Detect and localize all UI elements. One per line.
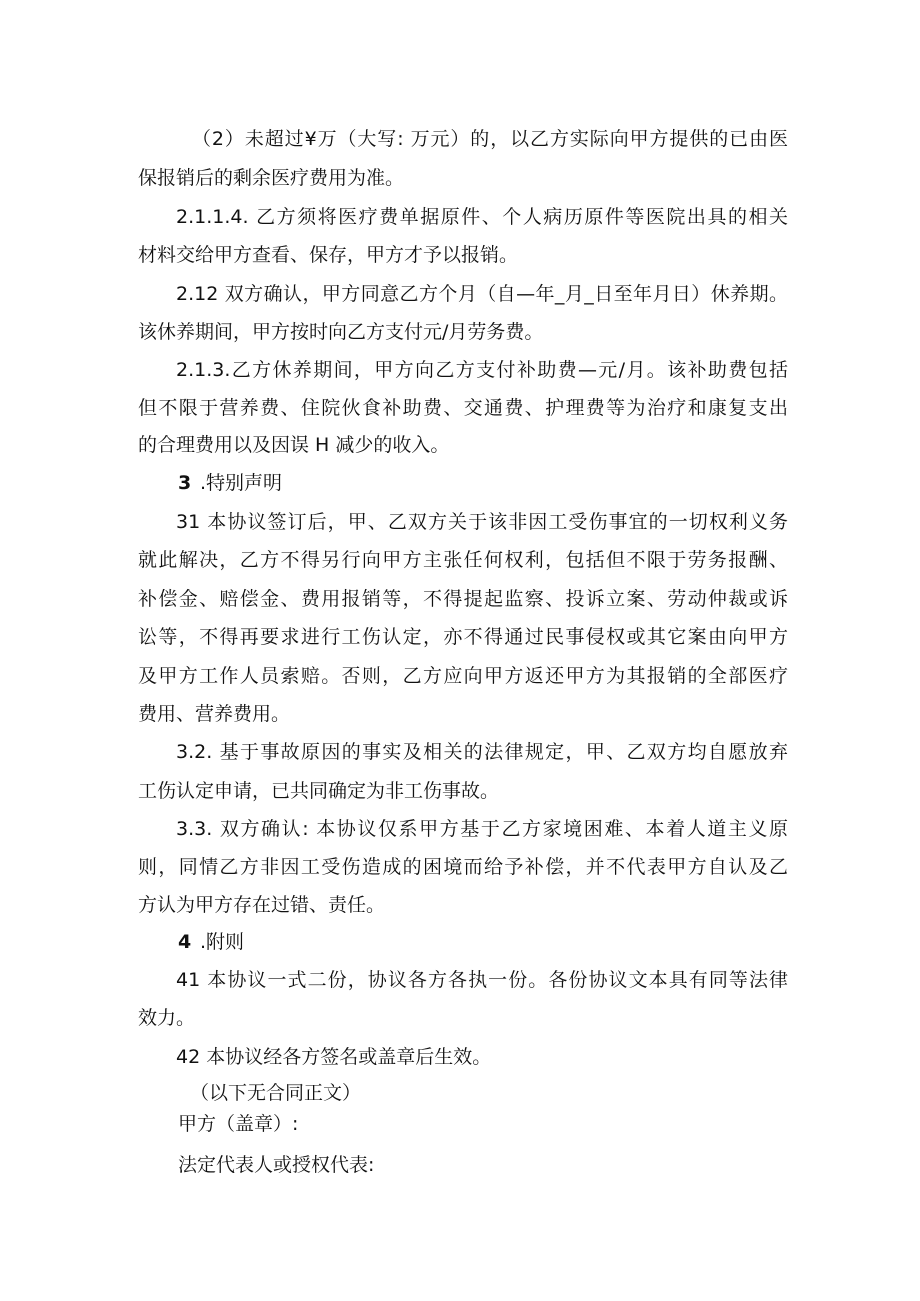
clause-2-1-1-3-line-2: 保报销后的剩余医疗费用为准。 <box>138 167 405 189</box>
clause-3-2-line-2: 工伤认定申请，已共同确定为非工伤事故。 <box>138 780 500 802</box>
legal-representative-label: 法定代表人或授权代表: <box>178 1154 375 1176</box>
clause-3-1-line-2: 就此解决，乙方不得另行向甲方主张任何权利，包括但不限于劳务报酬、 <box>138 549 788 571</box>
clause-2-1-3-line-2: 但不限于营养费、住院伙食补助费、交通费、护理费等为治疗和康复支出 <box>138 397 788 419</box>
clause-4-2: 42 本协议经各方签名或盖章后生效。 <box>176 1046 492 1068</box>
section-3-number: 3 <box>178 472 192 494</box>
clause-3-1-line-1: 31 本协议签订后，甲、乙双方关于该非因工受伤事宜的一切权利义务 <box>176 511 788 533</box>
clause-2-1-3-line-3: 的合理费用以及因误 H 减少的收入。 <box>138 434 450 456</box>
clause-3-1-line-5: 及甲方工作人员索赔。否则，乙方应向甲方返还甲方为其报销的全部医疗 <box>138 665 788 687</box>
clause-2-1-2-line-1: 2.12 双方确认，甲方同意乙方个月（自—年_月_日至年月日）休养期。 <box>176 283 788 305</box>
section-3-title: .特别声明 <box>200 472 283 494</box>
clause-3-1-line-6: 费用、营养费用。 <box>138 703 291 725</box>
clause-2-1-2-line-2: 该休养期间，甲方按时向乙方支付元/月劳务费。 <box>138 321 544 343</box>
clause-3-1-line-4: 讼等，不得再要求进行工伤认定，亦不得通过民事侵权或其它案由向甲方 <box>138 626 788 648</box>
section-3-heading <box>178 471 282 495</box>
clause-2-1-1-4-line-1: 2.1.1.4. 乙方须将医疗费单据原件、个人病历原件等医院出具的相关 <box>176 206 788 228</box>
clause-3-3-line-2: 则，同情乙方非因工受伤造成的困境而给予补偿，并不代表甲方自认及乙 <box>138 856 788 878</box>
clause-2-1-3-line-1: 2.1.3.乙方休养期间，甲方向乙方支付补助费—元/月。该补助费包括 <box>176 359 788 381</box>
clause-3-3-line-1: 3.3. 双方确认: 本协议仅系甲方基于乙方家境困难、本着人道主义原 <box>176 818 788 840</box>
section-4-title: .附则 <box>200 931 245 953</box>
clause-2-1-1-3-line-1: （2）未超过¥万（大写: 万元）的，以乙方实际向甲方提供的已由医 <box>192 128 788 150</box>
clause-2-1-1-4-line-2: 材料交给甲方查看、保存，甲方才予以报销。 <box>138 244 519 266</box>
no-more-text-note: （以下无合同正文） <box>190 1082 362 1104</box>
clause-3-1-line-3: 补偿金、赔偿金、费用报销等，不得提起监察、投诉立案、劳动仲裁或诉 <box>138 588 788 610</box>
section-4-heading <box>178 930 244 954</box>
clause-4-1-line-1: 41 本协议一式二份，协议各方各执一份。各份协议文本具有同等法律 <box>176 969 788 991</box>
clause-4-1-line-2: 效力。 <box>138 1007 196 1029</box>
section-4-number: 4 <box>178 931 192 953</box>
clause-3-3-line-3: 方认为甲方存在过错、责任。 <box>138 894 386 916</box>
clause-3-2-line-1: 3.2. 基于事故原因的事实及相关的法律规定，甲、乙双方均自愿放弃 <box>176 741 788 763</box>
party-a-seal-label: 甲方（盖章）: <box>178 1113 299 1135</box>
